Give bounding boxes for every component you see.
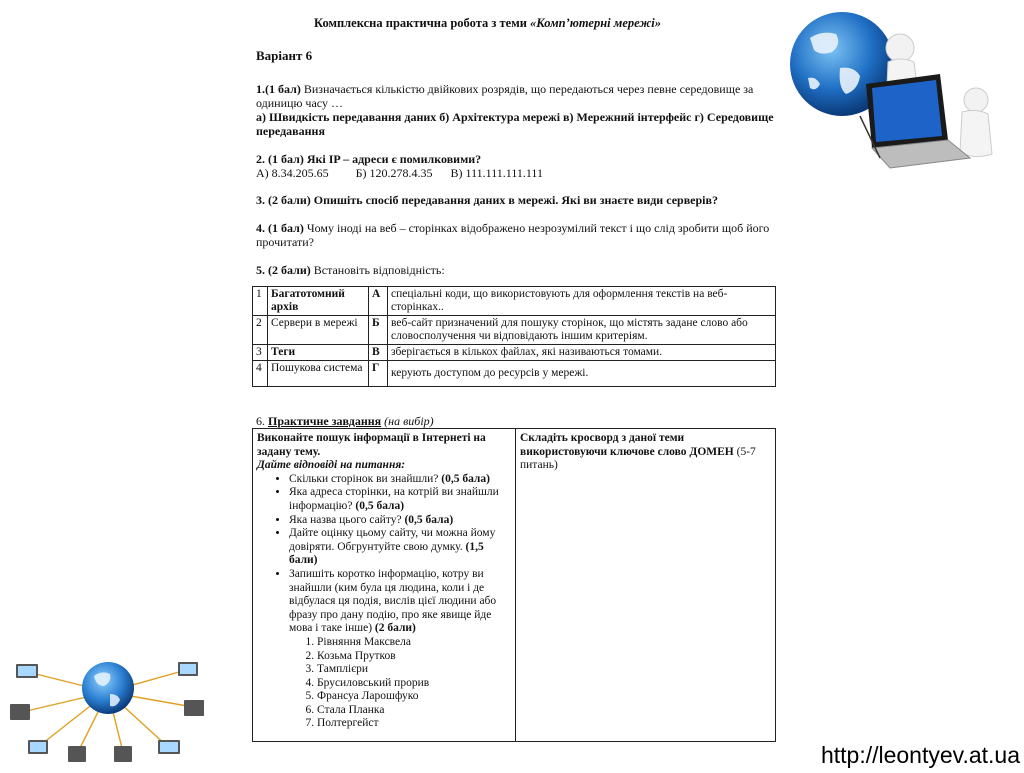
list-item: 2. Козьма Прутков <box>317 650 511 664</box>
practice-right-cell: Складіть кросворд з даної теми використовуючи ключове слово ДОМЕН (5-7 питань) <box>516 429 776 742</box>
practice-left-cell: Виконайте пошук інформації в Інтернеті на задану тему. Дайте відповіді на питання: • Скільки сторінок ви знайшли? (0,5 бала) • Яка адреса сторінки, на котрій ви знайшли інформацію? (0,5 бала) • Яка назва цього сайту? (0,5 бала) • Дайте оцінку цьому сайту, чи можна йому довіряти. Обгрунтуйте свою думку. (1,5 бали) • Запишіть коротко інформацію, котру ви знайшли (ким була ця людина, коли і де відбулася ця подія, вислів цієї людини або фразу про дану подію, про яке явище йде мова і таке інше) (2 бали) 1. Рівняння Максвела 2. Козьма Прутков 3. Тамплієри 4. Брусиловський прорив 5. Франсуа Ларошфуко 6. Стала Планка 7. Полтергейст <box>253 429 516 742</box>
list-item: • Дайте оцінку цьому сайту, чи можна йому довіряти. Обгрунтуйте свою думку. (1,5 бали) <box>289 527 511 568</box>
list-item: • Яка назва цього сайту? (0,5 бала) <box>289 514 511 528</box>
list-item: • Скільки сторінок ви знайшли? (0,5 бала) <box>289 473 511 487</box>
question-2-options: А) 8.34.205.65 Б) 120.278.4.35 В) 111.111.111.111 <box>256 166 543 180</box>
list-item: 5. Франсуа Ларошфуко <box>317 690 511 704</box>
question-6: 6. Практичне завдання (на вибір) <box>256 414 434 428</box>
worksheet-title: Комплексна практична робота з теми «Комп’ютерні мережі» <box>314 16 661 30</box>
question-5: 5. (2 бали) Встановіть відповідність: <box>256 263 445 277</box>
globe-devices-image <box>8 652 208 768</box>
list-item: 3. Тамплієри <box>317 663 511 677</box>
variant-heading: Варіант 6 <box>256 48 313 63</box>
list-item: 7. Полтергейст <box>317 717 511 731</box>
question-1: 1.(1 бал) Визначається кількістю двійкових розрядів, що передаються через певне середовище за одиницю часу … а) Швидкість передавання даних б) Архітектура мережі в) Мережний інтерфейс г) Середовище передавання <box>256 82 774 138</box>
list-item: 4. Брусиловський прорив <box>317 677 511 691</box>
list-item: 6. Стала Планка <box>317 704 511 718</box>
question-2: 2. (1 бал) Які IP – адреси є помилковими? А) 8.34.205.65 Б) 120.278.4.35 В) 111.111.111.111 <box>256 152 543 180</box>
practice-table <box>252 428 776 742</box>
list-item: • Яка адреса сторінки, на котрій ви знайшли інформацію? (0,5 бала) <box>289 486 511 513</box>
table-row: 4 Пошукова система Г керують доступом до ресурсів у мережі. <box>253 361 776 387</box>
list-item: 1. Рівняння Максвела <box>317 636 511 650</box>
question-1-options: а) Швидкість передавання даних б) Архітектура мережі в) Мережний інтерфейс г) Середовище передавання <box>256 110 774 138</box>
table-row: 1 Багатотомний архів А спеціальні коди, що використовують для оформлення текстів на веб-сторінках.. <box>253 287 776 316</box>
globe-laptop-image <box>780 8 1020 180</box>
table-row: 2 Сервери в мережі Б веб-сайт призначений для пошуку сторінок, що містять задане слово або словосполучення чи відповідають іншим критеріям. <box>253 316 776 345</box>
list-item: • Запишіть коротко інформацію, котру ви знайшли (ким була ця людина, коли і де відбулася ця подія, вислів цієї людини або фразу про дану подію, про яке явище йде мова і таке інше) (2 бали) <box>289 568 511 636</box>
question-3: 3. (2 бали) Опишіть спосіб передавання даних в мережі. Які ви знаєте види серверів? <box>256 193 718 207</box>
question-4: 4. (1 бал) Чому іноді на веб – сторінках відображено незрозумілий текст і що слід зробити щоб його прочитати? <box>256 221 770 249</box>
table-row: 3 Теги В зберігається в кількох файлах, які називаються томами. <box>253 345 776 361</box>
site-url: http://leontyev.at.ua <box>820 742 1020 768</box>
question-list <box>257 473 511 636</box>
matching-table <box>252 286 776 387</box>
network-devices-illustration <box>8 652 208 768</box>
topic-list <box>257 636 511 731</box>
network-illustration <box>780 8 1020 180</box>
